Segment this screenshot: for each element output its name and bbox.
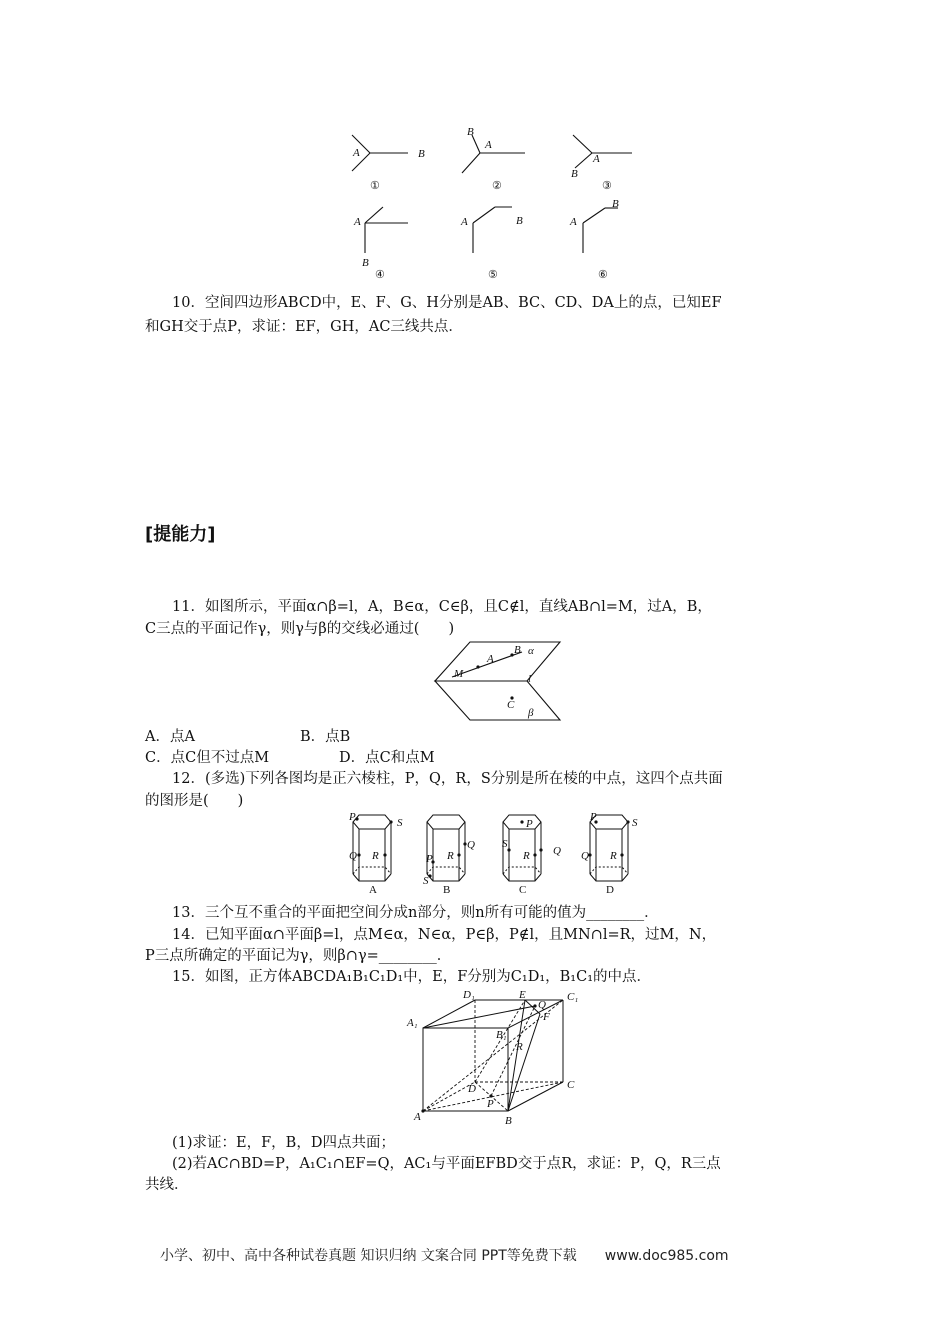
point-B: B — [571, 168, 578, 180]
angle-figure-1 — [352, 135, 408, 171]
question-15-part-2-line-1: (2)若AC∩BD=P，A₁C₁∩EF=Q，AC₁与平面EFBD交于点R，求证：P，Q，R三点 — [172, 1156, 721, 1172]
section-title: [提能力] — [145, 524, 216, 545]
label-R: R — [516, 1041, 523, 1053]
angle-figure-3 — [573, 135, 632, 168]
label-Q: Q — [467, 839, 475, 851]
label-E: E — [519, 989, 526, 1001]
label-C1: C₁ — [567, 991, 579, 1003]
question-14-line-2: P三点所确定的平面记为γ，则β∩γ=________． — [145, 948, 452, 964]
point-A: A — [461, 216, 468, 228]
label-B1: B₁ — [496, 1029, 507, 1041]
label-B: B — [514, 644, 521, 656]
label-P: P — [590, 811, 597, 823]
footer — [160, 1245, 729, 1265]
question-14-line-1: 14．已知平面α∩平面β=l，点M∈α，N∈α，P∈β，P∉l，且MN∩l=R，过M，N， — [172, 927, 717, 943]
question-15-line-1: 15．如图，正方体ABCDA₁B₁C₁D₁中，E，F分别为C₁D₁，B₁C₁的中点． — [172, 969, 652, 985]
point-A: A — [353, 147, 360, 159]
angle-figure-4 — [365, 207, 408, 253]
label-C: C — [507, 699, 515, 711]
question-15-part-2-line-2: 共线． — [145, 1177, 189, 1193]
label-S: S — [397, 817, 403, 829]
question-13: 13．三个互不重合的平面把空间分成n部分，则n所有可能的值为________． — [172, 905, 659, 921]
point-B: B — [612, 198, 619, 210]
option-c: C．点C但不过点M — [145, 750, 270, 766]
caption-d: D — [606, 884, 614, 896]
angle-figures — [340, 125, 650, 285]
hexagonal-prisms-figure — [345, 812, 655, 897]
question-11-line-1: 11．如图所示，平面α∩β=l，A，B∈α，C∈β，且C∉l，直线AB∩l=M，过A，B， — [172, 599, 712, 615]
angle-figure-5 — [473, 207, 512, 253]
question-12-line-1: 12．(多选)下列各图均是正六棱柱，P，Q，R，S分别是所在棱的中点，这四个点共面 — [172, 771, 723, 787]
label-P: P — [426, 853, 433, 865]
label-A: A — [414, 1111, 421, 1123]
label-P: P — [526, 818, 533, 830]
label-R: R — [610, 850, 617, 862]
label-R: R — [523, 850, 530, 862]
label-S: S — [502, 838, 508, 850]
option-b: B．点B — [300, 729, 351, 745]
question-10-line-2: 和GH交于点P，求证：EF，GH，AC三线共点． — [145, 319, 463, 335]
option-d: D．点C和点M — [339, 750, 435, 766]
label-Q: Q — [553, 845, 561, 857]
angle-figure-6 — [583, 208, 618, 253]
question-10-line-1: 10．空间四边形ABCD中，E、F、G、H分别是AB、BC、CD、DA上的点，已知EF — [172, 295, 722, 311]
label-A1: A₁ — [407, 1017, 418, 1029]
figure-number-1: ① — [370, 180, 380, 192]
label-B: B — [505, 1115, 512, 1127]
figure-number-3: ③ — [602, 180, 612, 192]
label-Q: Q — [538, 999, 546, 1011]
figure-number-4: ④ — [375, 269, 385, 281]
figure-number-5: ⑤ — [488, 269, 498, 281]
question-11-line-2: C三点的平面记作γ，则γ与β的交线必通过( ) — [145, 621, 455, 637]
figure-number-2: ② — [492, 180, 502, 192]
label-R: R — [372, 850, 379, 862]
point-B: B — [516, 215, 523, 227]
point-A: A — [354, 216, 361, 228]
footer-text: 小学、初中、高中各种试卷真题 知识归纳 文案合同 PPT等免费下载 — [160, 1248, 577, 1264]
planes-figure — [432, 640, 562, 722]
question-15-part-1: (1)求证：E，F，B，D四点共面； — [172, 1135, 395, 1151]
point-B: B — [362, 257, 369, 269]
label-D1: D₁ — [463, 989, 475, 1001]
label-D: D — [468, 1083, 476, 1095]
point-A: A — [593, 153, 600, 165]
caption-c: C — [519, 884, 527, 896]
label-M: M — [454, 668, 464, 680]
label-Q: Q — [349, 850, 357, 862]
label-P: P — [349, 811, 356, 823]
figure-number-6: ⑥ — [598, 269, 608, 281]
label-R: R — [447, 850, 454, 862]
label-l: l — [528, 673, 532, 685]
point-A: A — [485, 139, 492, 151]
label-C: C — [567, 1079, 575, 1091]
point-B: B — [467, 126, 474, 138]
question-12-line-2: 的图形是( ) — [145, 793, 244, 809]
label-S: S — [632, 817, 638, 829]
caption-a: A — [369, 884, 377, 896]
option-a: A．点A — [145, 729, 195, 745]
point-B: B — [418, 148, 425, 160]
angle-figure-2 — [462, 135, 525, 173]
label-beta: β — [528, 707, 534, 719]
label-S: S — [423, 875, 429, 887]
footer-url[interactable]: www.doc985.com — [604, 1248, 729, 1264]
label-F: F — [543, 1011, 550, 1023]
cube-figure — [405, 990, 585, 1130]
label-alpha: α — [528, 645, 534, 657]
label-Q: Q — [581, 850, 589, 862]
caption-b: B — [443, 884, 451, 896]
label-A: A — [487, 653, 494, 665]
label-P: P — [487, 1098, 494, 1110]
point-A: A — [570, 216, 577, 228]
